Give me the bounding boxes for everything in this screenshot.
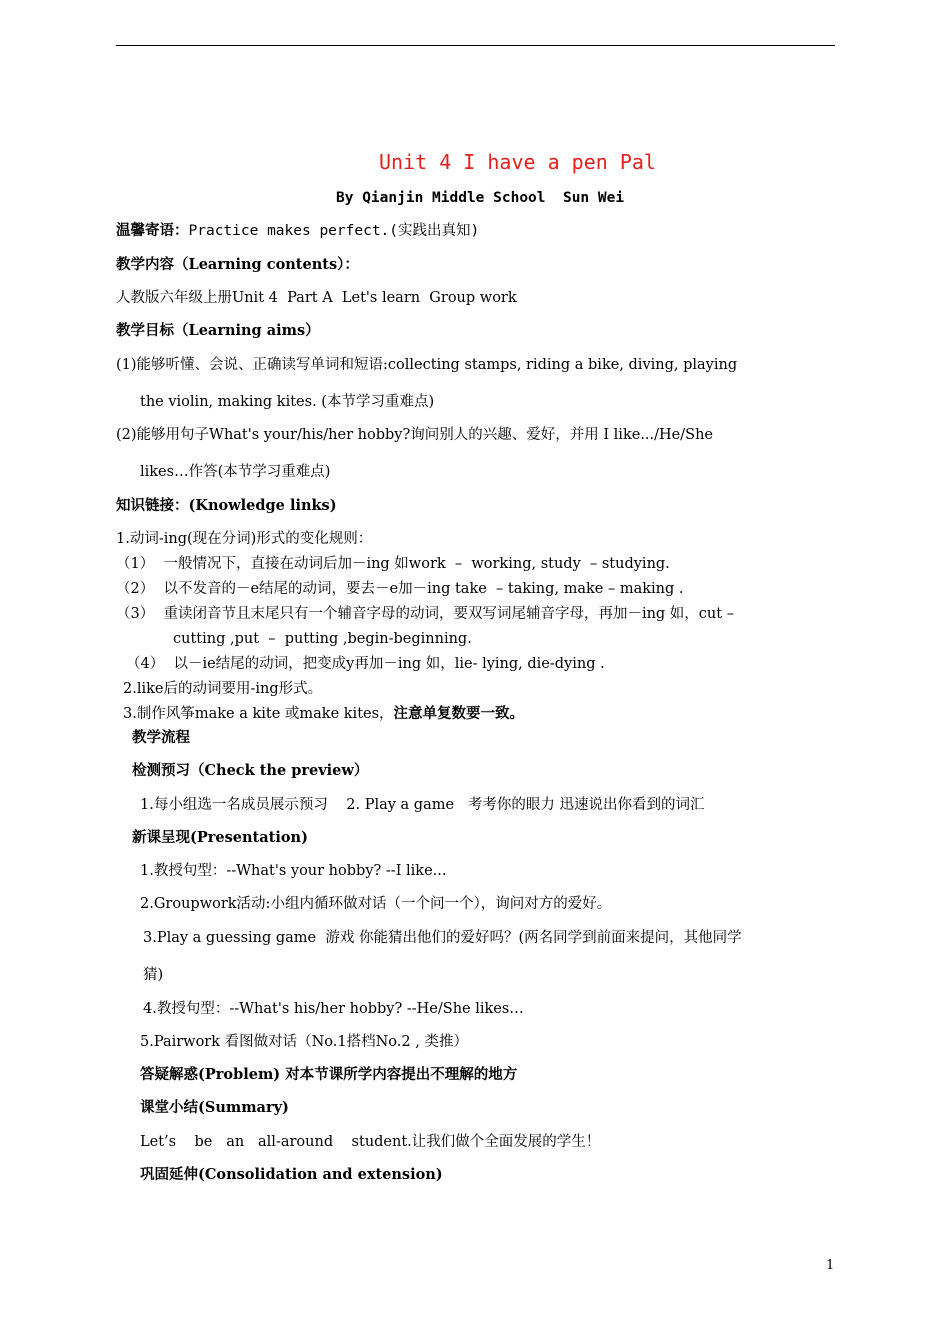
aim-1-line-1: (1)能够听懂、会说、正确读写单词和短语:collecting stamps, riding a bike, diving, playing bbox=[116, 357, 738, 373]
motto-text: Practice makes perfect.(实践出真知) bbox=[188, 223, 480, 239]
presentation-item-1: 1.教授句型：--What's your hobby? --I like... bbox=[140, 863, 447, 879]
links-item-1: 1.动词-ing(现在分词)形式的变化规则： bbox=[116, 531, 373, 547]
contents-text: 人教版六年级上册Unit 4 Part A Let's learn Group work bbox=[116, 290, 517, 306]
author-byline: By Qianjin Middle School Sun Wei bbox=[336, 190, 625, 206]
links-item-3 bbox=[123, 704, 524, 724]
motto-label: 温馨寄语： bbox=[116, 222, 189, 239]
links-rule-3-line-1: （3） 重读闭音节且末尾只有一个辅音字母的动词，要双写词尾辅音字母，再加－ing 如，cut – bbox=[116, 606, 734, 622]
presentation-item-5: 5.Pairwork 看图做对话（No.1搭档No.2 , 类推） bbox=[140, 1034, 468, 1050]
links-rule-1: （1） 一般情况下，直接在动词后加－ing 如work – working, study – studying. bbox=[116, 556, 670, 572]
aim-2-line-2: likes…作答(本节学习重难点) bbox=[140, 464, 331, 480]
extension-heading: 巩固延伸(Consolidation and extension) bbox=[140, 1166, 443, 1183]
links-item-3-text: 3.制作风筝make a kite 或make kites， bbox=[123, 706, 394, 722]
links-rule-3-line-2: cutting ,put – putting ,begin-beginning. bbox=[173, 631, 472, 647]
problem-heading: 答疑解惑(Problem) 对本节课所学内容提出不理解的地方 bbox=[140, 1066, 518, 1083]
summary-heading: 课堂小结(Summary) bbox=[140, 1099, 289, 1116]
contents-heading: 教学内容（Learning contents）： bbox=[116, 256, 359, 273]
aims-heading: 教学目标（Learning aims） bbox=[116, 322, 320, 339]
page-number: 1 bbox=[826, 1258, 835, 1273]
header-rule bbox=[116, 45, 835, 46]
links-rule-4: （4） 以－ie结尾的动词，把变成y再加－ing 如，lie- lying, die-dying . bbox=[126, 656, 605, 672]
aim-2-line-1: (2)能够用句子What's your/his/her hobby?询问别人的兴趣、爱好，并用 I like.../He/She bbox=[116, 427, 713, 443]
links-heading: 知识链接：(Knowledge links) bbox=[116, 497, 337, 514]
process-heading: 教学流程 bbox=[132, 729, 190, 746]
presentation-item-4: 4.教授句型：--What's his/her hobby? --He/She likes… bbox=[143, 1001, 524, 1017]
summary-text: Let’s be an all-around student.让我们做个全面发展的学生！ bbox=[140, 1134, 601, 1150]
links-item-3-emphasis: 注意单复数要一致。 bbox=[393, 705, 525, 722]
motto-line bbox=[116, 221, 479, 241]
presentation-item-3-line-2: 猜) bbox=[143, 967, 164, 983]
check-preview-item: 1.每小组选一名成员展示预习 2. Play a game 考考你的眼力 迅速说出你看到的词汇 bbox=[140, 797, 705, 813]
links-rule-2: （2） 以不发音的－e结尾的动词，要去－e加－ing take – taking, make – making . bbox=[116, 581, 684, 597]
document-title: Unit 4 I have a pen Pal bbox=[379, 150, 656, 174]
aim-1-line-2: the violin, making kites. (本节学习重难点) bbox=[140, 394, 435, 410]
check-preview-heading: 检测预习（Check the preview） bbox=[132, 762, 369, 779]
presentation-item-2: 2.Groupwork活动:小组内循环做对话（一个问一个），询问对方的爱好。 bbox=[140, 896, 612, 912]
presentation-item-3-line-1: 3.Play a guessing game 游戏 你能猜出他们的爱好吗？(两名同学到前面来提问，其他同学 bbox=[143, 930, 742, 946]
links-item-2: 2.like后的动词要用-ing形式。 bbox=[123, 681, 323, 697]
presentation-heading: 新课呈现(Presentation) bbox=[132, 829, 308, 846]
